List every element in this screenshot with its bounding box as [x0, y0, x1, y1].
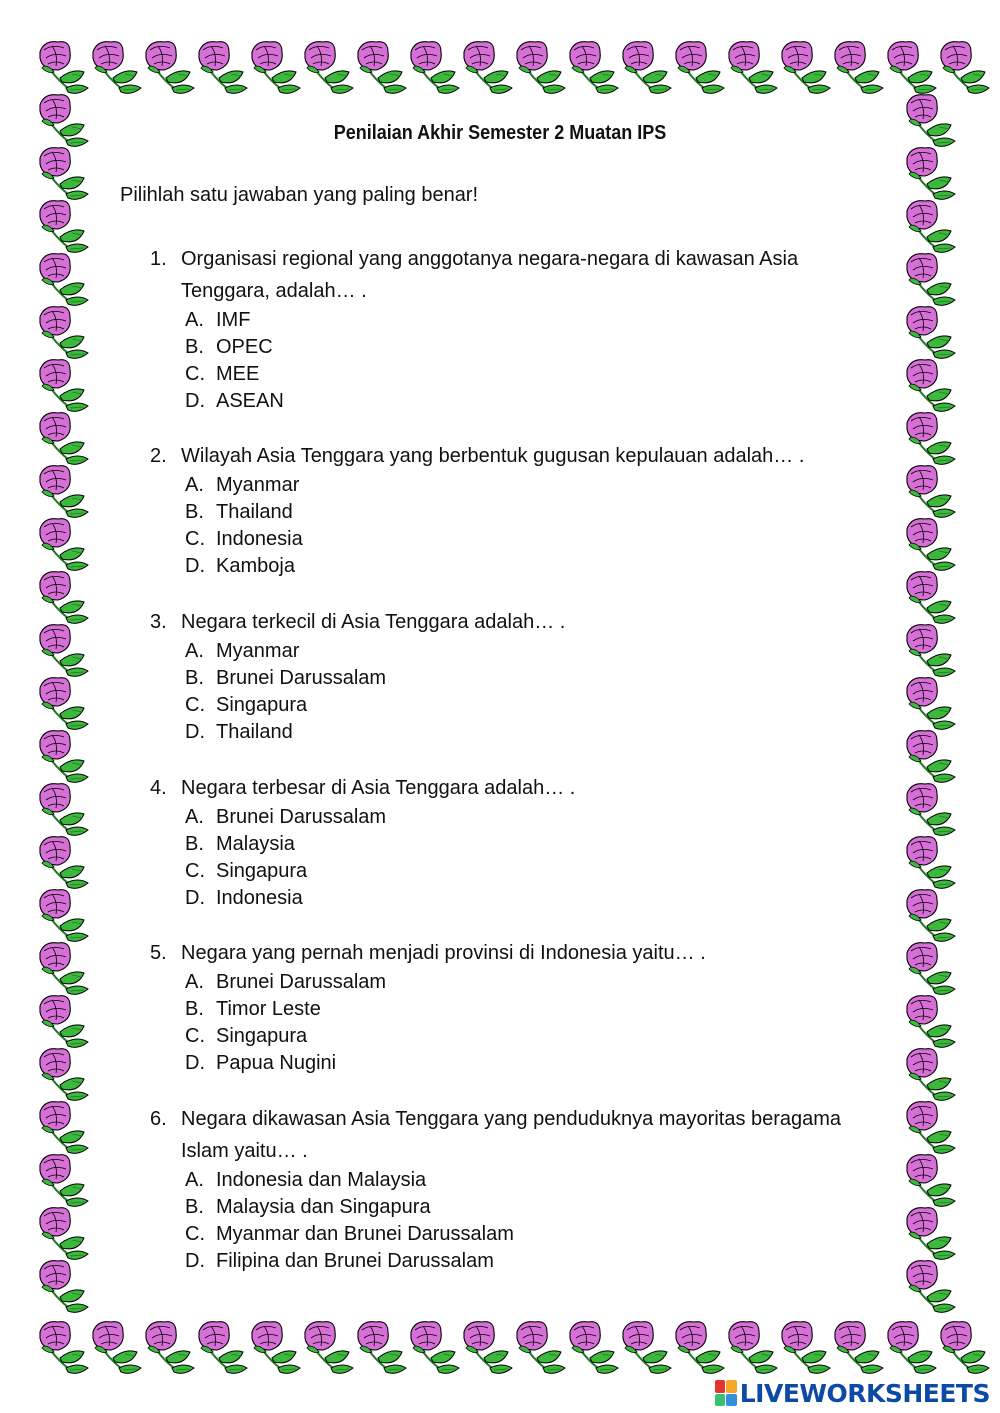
- option-text: IMF: [216, 309, 251, 331]
- rose-icon: [835, 1322, 883, 1374]
- option-d[interactable]: [185, 1248, 885, 1275]
- question-1: [150, 243, 885, 415]
- option-text: Brunei Darussalam: [216, 667, 387, 689]
- rose-icon: [907, 519, 955, 571]
- rose-icon: [40, 731, 88, 783]
- option-d[interactable]: [185, 388, 885, 415]
- option-text: Kamboja: [216, 555, 295, 577]
- option-c[interactable]: [185, 1221, 885, 1248]
- rose-icon: [40, 625, 88, 677]
- option-a[interactable]: [185, 638, 885, 665]
- option-letter: A.: [185, 640, 204, 662]
- rose-icon: [907, 1208, 955, 1260]
- rose-icon: [146, 42, 194, 94]
- rose-icon: [40, 837, 88, 889]
- option-letter: B.: [185, 1196, 204, 1218]
- rose-icon: [40, 572, 88, 624]
- option-text: Brunei Darussalam: [216, 806, 387, 828]
- rose-icon: [40, 678, 88, 730]
- rose-icon: [907, 625, 955, 677]
- question-5: [150, 937, 885, 1077]
- option-letter: C.: [185, 860, 205, 882]
- option-text: Myanmar: [216, 474, 300, 496]
- rose-icon: [40, 519, 88, 571]
- option-a[interactable]: [185, 307, 885, 334]
- option-c[interactable]: [185, 1023, 885, 1050]
- rose-icon: [40, 413, 88, 465]
- option-a[interactable]: [185, 969, 885, 996]
- rose-icon: [252, 42, 300, 94]
- rose-icon: [782, 1322, 830, 1374]
- option-a[interactable]: [185, 472, 885, 499]
- rose-icon: [676, 1322, 724, 1374]
- option-b[interactable]: [185, 334, 885, 361]
- rose-icon: [40, 1155, 88, 1207]
- question-text: Negara yang pernah menjadi provinsi di Indonesia yaitu… .: [181, 942, 706, 964]
- rose-icon: [729, 1322, 777, 1374]
- option-text: Papua Nugini: [216, 1052, 337, 1074]
- option-letter: B.: [185, 833, 204, 855]
- rose-icon: [907, 148, 955, 200]
- rose-icon: [40, 201, 88, 253]
- rose-icon: [907, 1102, 955, 1154]
- option-c[interactable]: [185, 526, 885, 553]
- rose-icon: [517, 1322, 565, 1374]
- page-title: Penilaian Akhir Semester 2 Muatan IPS: [333, 122, 667, 144]
- option-d[interactable]: [185, 719, 885, 746]
- option-text: MEE: [216, 363, 260, 385]
- option-letter: D.: [185, 721, 205, 743]
- question-number: 5.: [150, 942, 167, 964]
- question-4: [150, 772, 885, 912]
- rose-icon: [93, 1322, 141, 1374]
- rose-icon: [888, 42, 936, 94]
- rose-icon: [305, 42, 353, 94]
- rose-icon: [40, 1261, 88, 1313]
- rose-icon: [40, 42, 88, 94]
- rose-icon: [907, 413, 955, 465]
- option-text: Myanmar dan Brunei Darussalam: [216, 1223, 514, 1245]
- option-letter: C.: [185, 363, 205, 385]
- question-2: [150, 440, 885, 580]
- option-text: Thailand: [216, 721, 293, 743]
- option-d[interactable]: [185, 553, 885, 580]
- option-text: Timor Leste: [216, 998, 321, 1020]
- rose-icon: [835, 42, 883, 94]
- rose-icon: [907, 943, 955, 995]
- rose-icon: [40, 1208, 88, 1260]
- question-text: Organisasi regional yang anggotanya negara-negara di kawasan Asia Tenggara, adalah… .: [181, 248, 799, 302]
- option-letter: B.: [185, 501, 204, 523]
- question-text: Negara dikawasan Asia Tenggara yang penduduknya mayoritas beragama Islam yaitu… .: [181, 1108, 842, 1162]
- rose-icon: [907, 731, 955, 783]
- rose-icon: [40, 1322, 88, 1374]
- rose-icon: [907, 678, 955, 730]
- option-a[interactable]: [185, 804, 885, 831]
- rose-icon: [40, 466, 88, 518]
- option-letter: D.: [185, 1052, 205, 1074]
- rose-icon: [464, 42, 512, 94]
- rose-icon: [941, 1322, 989, 1374]
- option-text: Singapura: [216, 1025, 308, 1047]
- option-b[interactable]: [185, 831, 885, 858]
- option-text: Myanmar: [216, 640, 300, 662]
- option-letter: C.: [185, 528, 205, 550]
- option-letter: B.: [185, 998, 204, 1020]
- option-letter: D.: [185, 1250, 205, 1272]
- rose-icon: [305, 1322, 353, 1374]
- rose-icon: [464, 1322, 512, 1374]
- liveworksheets-logo-icon: [715, 1380, 737, 1406]
- rose-icon: [40, 254, 88, 306]
- option-letter: A.: [185, 971, 204, 993]
- option-letter: B.: [185, 667, 204, 689]
- option-text: Indonesia: [216, 528, 303, 550]
- option-text: Thailand: [216, 501, 293, 523]
- rose-icon: [907, 466, 955, 518]
- rose-icon: [907, 254, 955, 306]
- question-number: 3.: [150, 611, 167, 633]
- rose-icon: [907, 1049, 955, 1101]
- rose-icon: [570, 42, 618, 94]
- rose-icon: [411, 42, 459, 94]
- question-text: Wilayah Asia Tenggara yang berbentuk gugusan kepulauan adalah… .: [181, 445, 805, 467]
- option-text: Filipina dan Brunei Darussalam: [216, 1250, 494, 1272]
- option-text: Singapura: [216, 860, 308, 882]
- option-a[interactable]: [185, 1167, 885, 1194]
- liveworksheets-logo[interactable]: [715, 1378, 990, 1408]
- rose-icon: [623, 42, 671, 94]
- rose-icon: [623, 1322, 671, 1374]
- rose-icon: [782, 42, 830, 94]
- rose-icon: [146, 1322, 194, 1374]
- option-b[interactable]: [185, 1194, 885, 1221]
- rose-icon: [907, 307, 955, 359]
- rose-icon: [907, 1261, 955, 1313]
- rose-icon: [907, 784, 955, 836]
- instruction-text: Pilihlah satu jawaban yang paling benar!: [120, 184, 479, 206]
- option-b[interactable]: [185, 996, 885, 1023]
- rose-icon: [411, 1322, 459, 1374]
- option-letter: A.: [185, 309, 204, 331]
- option-letter: C.: [185, 1025, 205, 1047]
- question-number: 6.: [150, 1108, 167, 1130]
- option-c[interactable]: [185, 858, 885, 885]
- rose-icon: [907, 996, 955, 1048]
- rose-icon: [40, 943, 88, 995]
- rose-icon: [40, 148, 88, 200]
- rose-icon: [40, 784, 88, 836]
- option-d[interactable]: [185, 885, 885, 912]
- option-d[interactable]: [185, 1050, 885, 1077]
- logo-text: LIVEWORKSHEETS: [739, 1378, 990, 1408]
- option-text: ASEAN: [216, 390, 284, 412]
- rose-icon: [517, 42, 565, 94]
- rose-icon: [676, 42, 724, 94]
- rose-icon: [907, 890, 955, 942]
- rose-icon: [570, 1322, 618, 1374]
- rose-icon: [907, 837, 955, 889]
- rose-icon: [907, 201, 955, 253]
- rose-icon: [40, 307, 88, 359]
- option-text: Brunei Darussalam: [216, 971, 387, 993]
- option-text: Malaysia dan Singapura: [216, 1196, 431, 1218]
- rose-icon: [888, 1322, 936, 1374]
- option-letter: A.: [185, 474, 204, 496]
- rose-icon: [941, 42, 989, 94]
- rose-icon: [907, 360, 955, 412]
- rose-icon: [907, 1155, 955, 1207]
- question-number: 4.: [150, 777, 167, 799]
- question-number: 1.: [150, 248, 167, 270]
- option-c[interactable]: [185, 692, 885, 719]
- option-text: Indonesia dan Malaysia: [216, 1169, 427, 1191]
- question-text: Negara terbesar di Asia Tenggara adalah… .: [181, 777, 576, 799]
- rose-icon: [40, 890, 88, 942]
- rose-icon: [40, 996, 88, 1048]
- rose-icon: [729, 42, 777, 94]
- option-letter: A.: [185, 1169, 204, 1191]
- option-b[interactable]: [185, 665, 885, 692]
- question-6: [150, 1103, 885, 1275]
- rose-icon: [907, 572, 955, 624]
- option-letter: C.: [185, 694, 205, 716]
- rose-icon: [199, 42, 247, 94]
- option-text: OPEC: [216, 336, 273, 358]
- option-text: Singapura: [216, 694, 308, 716]
- rose-icon: [93, 42, 141, 94]
- option-c[interactable]: [185, 361, 885, 388]
- option-letter: A.: [185, 806, 204, 828]
- question-3: [150, 606, 885, 746]
- option-letter: C.: [185, 1223, 205, 1245]
- rose-icon: [252, 1322, 300, 1374]
- rose-icon: [40, 360, 88, 412]
- option-text: Indonesia: [216, 887, 303, 909]
- option-letter: B.: [185, 336, 204, 358]
- rose-icon: [199, 1322, 247, 1374]
- option-letter: D.: [185, 390, 205, 412]
- question-number: 2.: [150, 445, 167, 467]
- question-text: Negara terkecil di Asia Tenggara adalah… .: [181, 611, 566, 633]
- rose-icon: [358, 42, 406, 94]
- rose-icon: [40, 1049, 88, 1101]
- option-b[interactable]: [185, 499, 885, 526]
- option-letter: D.: [185, 555, 205, 577]
- option-letter: D.: [185, 887, 205, 909]
- option-text: Malaysia: [216, 833, 295, 855]
- rose-icon: [358, 1322, 406, 1374]
- rose-icon: [40, 1102, 88, 1154]
